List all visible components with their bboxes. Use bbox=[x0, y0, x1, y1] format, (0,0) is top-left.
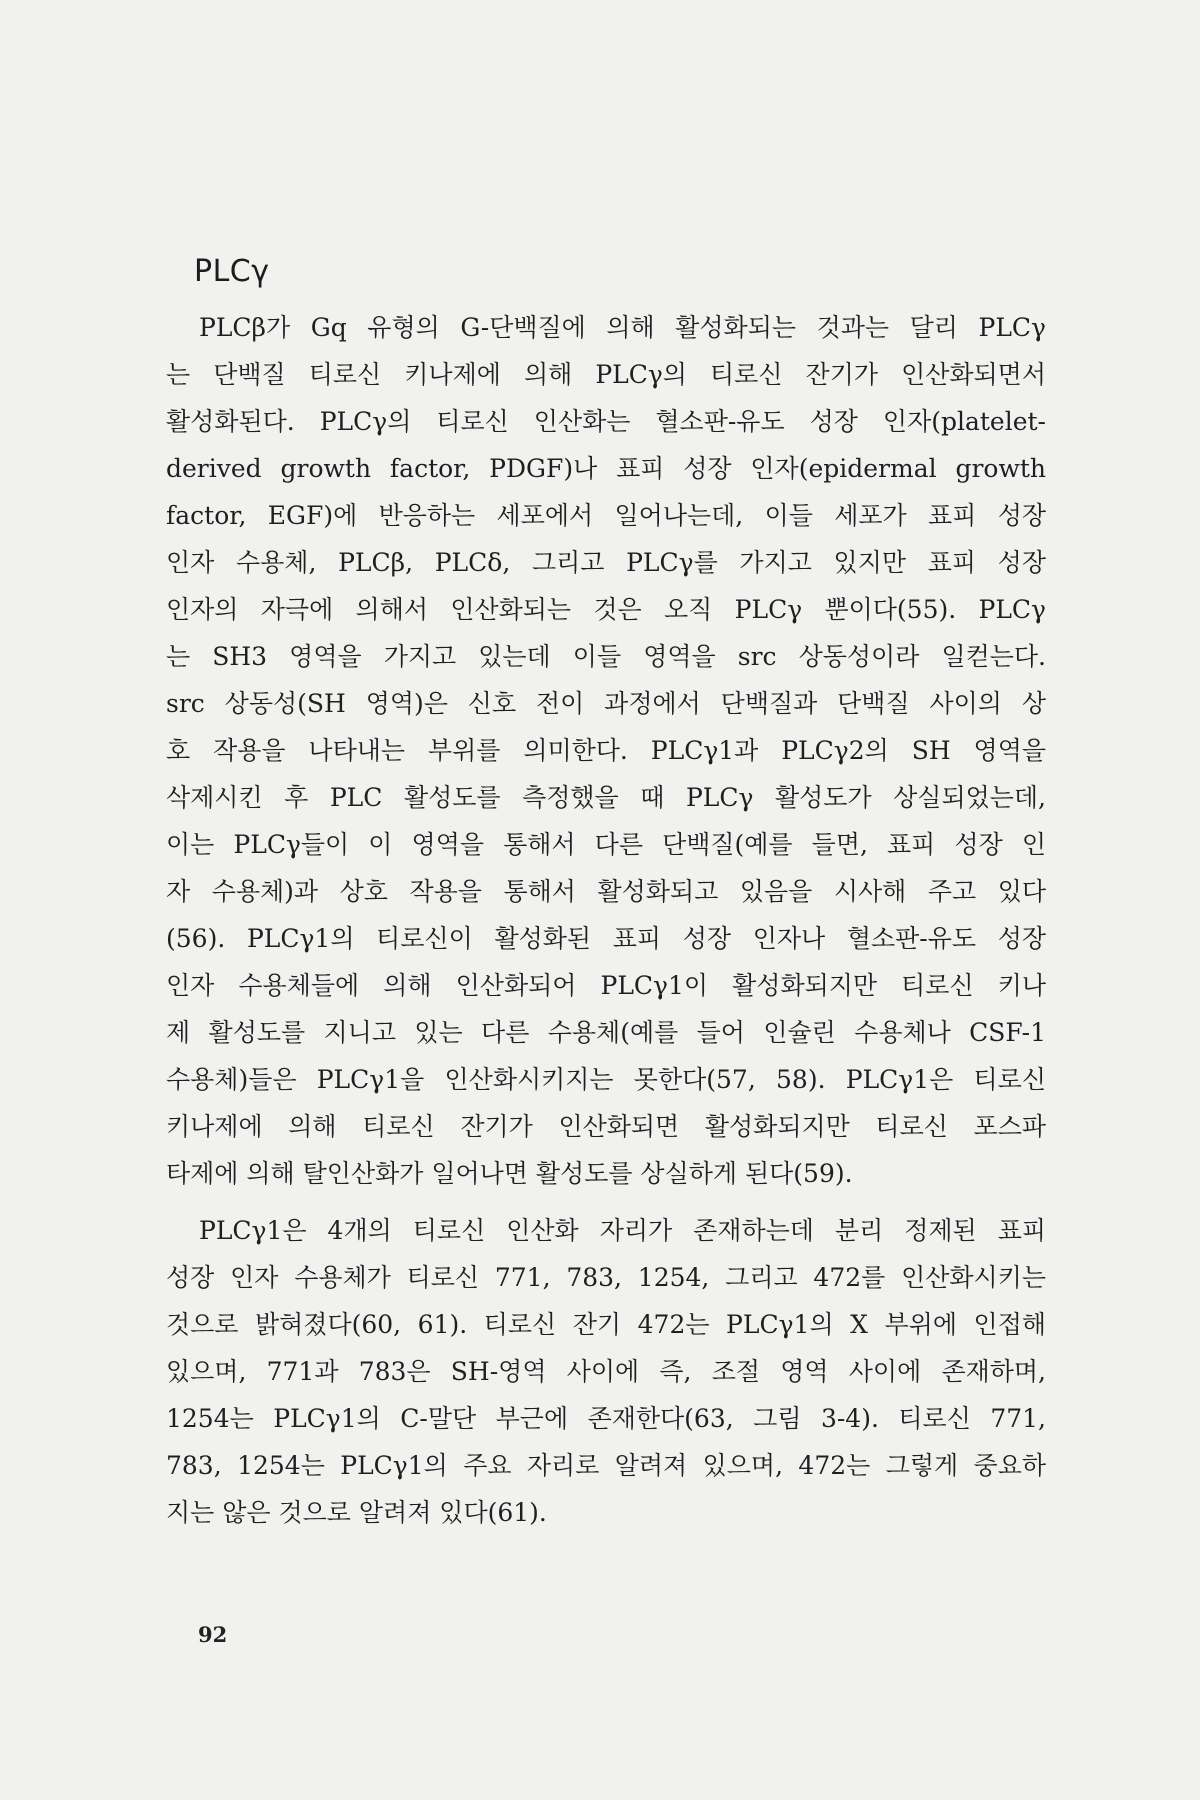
paragraph-1-line: 인자 수용체, PLCβ, PLCδ, 그리고 PLCγ를 가지고 있지만 표피 성장 bbox=[166, 548, 1046, 577]
page-number: 92 bbox=[198, 1622, 228, 1647]
paragraph-1-line: src 상동성(SH 영역)은 신호 전이 과정에서 단백질과 단백질 사이의 상 bbox=[166, 689, 1046, 718]
paragraph-1-line: 는 SH3 영역을 가지고 있는데 이들 영역을 src 상동성이라 일컫는다. bbox=[166, 642, 1046, 671]
paragraph-1-line: PLCβ가 Gq 유형의 G-단백질에 의해 활성화되는 것과는 달리 PLCγ bbox=[199, 313, 1046, 342]
section-heading: PLCγ bbox=[194, 254, 270, 289]
paragraph-2-line: 1254는 PLCγ1의 C-말단 부근에 존재한다(63, 그림 3-4). 티로신 771, bbox=[166, 1404, 1046, 1433]
paragraph-1-line: (56). PLCγ1의 티로신이 활성화된 표피 성장 인자나 혈소판-유도 성장 bbox=[166, 924, 1046, 953]
paragraph-gap bbox=[166, 1197, 1046, 1207]
paragraph-1-line: 수용체)들은 PLCγ1을 인산화시키지는 못한다(57, 58). PLCγ1은 티로신 bbox=[166, 1065, 1046, 1094]
paragraph-1-line: 호 작용을 나타내는 부위를 의미한다. PLCγ1과 PLCγ2의 SH 영역을 bbox=[166, 736, 1046, 765]
paragraph-2-line: 성장 인자 수용체가 티로신 771, 783, 1254, 그리고 472를 인산화시키는 bbox=[166, 1263, 1046, 1292]
paragraph-2-line: PLCγ1은 4개의 티로신 인산화 자리가 존재하는데 분리 정제된 표피 bbox=[199, 1216, 1046, 1245]
paragraph-1-line: 삭제시킨 후 PLC 활성도를 측정했을 때 PLCγ 활성도가 상실되었는데, bbox=[166, 783, 1046, 812]
paragraph-1-line: 키나제에 의해 티로신 잔기가 인산화되면 활성화되지만 티로신 포스파 bbox=[166, 1112, 1046, 1141]
paragraph-1-line: 타제에 의해 탈인산화가 일어나면 활성도를 상실하게 된다(59). bbox=[166, 1159, 853, 1188]
paragraph-1-line: 인자의 자극에 의해서 인산화되는 것은 오직 PLCγ 뿐이다(55). PLCγ bbox=[166, 595, 1046, 624]
paragraph-1-line: derived growth factor, PDGF)나 표피 성장 인자(epidermal growth bbox=[166, 454, 1046, 483]
body-text bbox=[166, 304, 1046, 1536]
paragraph-2-line: 783, 1254는 PLCγ1의 주요 자리로 알려져 있으며, 472는 그렇게 중요하 bbox=[166, 1451, 1046, 1480]
paragraph-1-line: 활성화된다. PLCγ의 티로신 인산화는 혈소판-유도 성장 인자(platelet- bbox=[166, 407, 1046, 436]
paragraph-2-line: 지는 않은 것으로 알려져 있다(61). bbox=[166, 1498, 547, 1527]
paragraph-2-line: 있으며, 771과 783은 SH-영역 사이에 즉, 조절 영역 사이에 존재하며, bbox=[166, 1357, 1046, 1386]
paragraph-1-line: 이는 PLCγ들이 이 영역을 통해서 다른 단백질(예를 들면, 표피 성장 인 bbox=[166, 830, 1046, 859]
paragraph-1-line: 인자 수용체들에 의해 인산화되어 PLCγ1이 활성화되지만 티로신 키나 bbox=[166, 971, 1046, 1000]
paragraph-1-line: factor, EGF)에 반응하는 세포에서 일어나는데, 이들 세포가 표피 성장 bbox=[166, 501, 1046, 530]
paragraph-1-line: 제 활성도를 지니고 있는 다른 수용체(예를 들어 인슐린 수용체나 CSF-1 bbox=[166, 1018, 1046, 1047]
paragraph-1-line: 는 단백질 티로신 키나제에 의해 PLCγ의 티로신 잔기가 인산화되면서 bbox=[166, 360, 1046, 389]
paragraph-2-line: 것으로 밝혀졌다(60, 61). 티로신 잔기 472는 PLCγ1의 X 부위에 인접해 bbox=[166, 1310, 1046, 1339]
paragraph-1-line: 자 수용체)과 상호 작용을 통해서 활성화되고 있음을 시사해 주고 있다 bbox=[166, 877, 1046, 906]
